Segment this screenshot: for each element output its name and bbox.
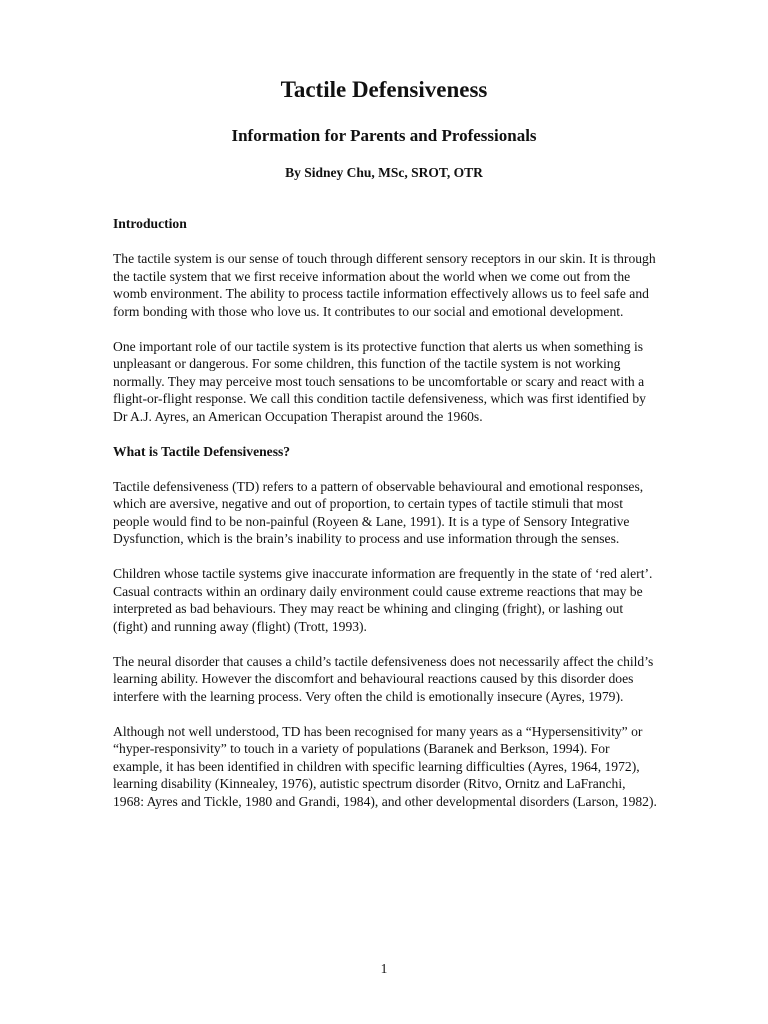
document-author: By Sidney Chu, MSc, SROT, OTR — [285, 165, 483, 180]
document-body — [113, 215, 658, 828]
section-heading: Introduction — [113, 216, 187, 231]
section-heading: What is Tactile Defensiveness? — [113, 443, 291, 459]
section-introduction — [113, 215, 658, 425]
paragraph: Although not well understood, TD has been recognised for many years as a “Hypersensitivity” or “hyper-responsivity” to touch in a variety of populations (Baranek and Berkson, 1994). For example, it has been identified in children with specific learning difficulties (Ayres, 1964, 1972), learning disability (Kinnealey, 1976), autistic spectrum disorder (Ritvo, Ornitz and LaFranchi, 1968: Ayres and Tickle, 1980 and Grandi, 1984), and other developmental disorders (Larson, 1982). — [113, 723, 657, 809]
section-what-is-td — [113, 443, 658, 811]
paragraph: Tactile defensiveness (TD) refers to a pattern of observable behavioural and emotional responses, which are aversive, negative and out of proportion, to certain types of tactile stimuli that most people would find to be non-painful (Royeen & Lane, 1991). It is a type of Sensory Integrative Dysfunction, which is the brain’s inability to process and use information through the senses. — [113, 478, 644, 546]
document-subtitle: Information for Parents and Professionals — [231, 126, 537, 145]
paragraph: The tactile system is our sense of touch through different sensory receptors in our skin. It is through the tactile system that we first receive information about the world when we come out from the womb environment. The ability to process tactile information effectively allows us to feel safe and form bonding with those who love us. It contributes to our social and emotional development. — [113, 251, 656, 319]
paragraph: The neural disorder that causes a child’s tactile defensiveness does not necessarily affect the child’s learning ability. However the discomfort and behavioural reactions caused by this disorder does interfere with the learning process. Very often the child is emotionally insecure (Ayres, 1979). — [113, 653, 654, 704]
paragraph: Children whose tactile systems give inaccurate information are frequently in the state of ‘red alert’. Casual contracts within an ordinary daily environment could cause extreme reactions that may be interpreted as bad behaviours. They may react be whining and clinging (fright), or lashing out (fight) and running away (flight) (Trott, 1993). — [113, 566, 653, 634]
document-title: Tactile Defensiveness — [280, 77, 488, 102]
page-number: 1 — [380, 961, 388, 976]
paragraph: One important role of our tactile system is its protective function that alerts us when something is unpleasant or dangerous. For some children, this function of the tactile system is not working normally. They may perceive most touch sensations to be uncomfortable or scary and react with a flight-or-flight response. We call this condition tactile defensiveness, which was first identified by Dr A.J. Ayres, an American Occupation Therapist around the 1960s. — [113, 338, 646, 424]
